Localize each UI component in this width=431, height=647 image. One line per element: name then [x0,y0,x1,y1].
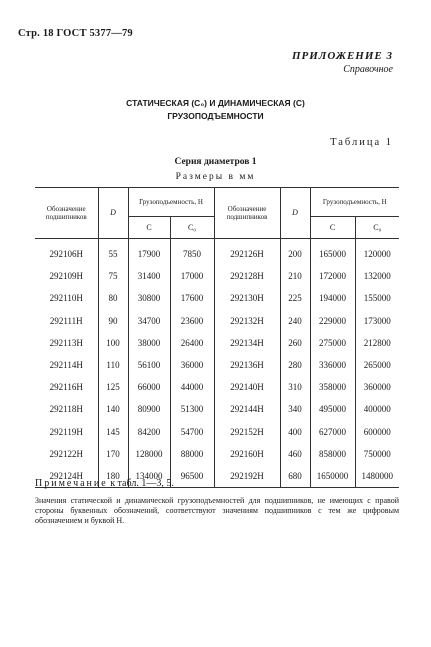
cell-c0-right: 400000 [355,398,399,420]
cell-d-left: 80 [98,287,128,309]
cell-code-left: 292106H [49,249,83,260]
table-row [35,332,399,354]
cell-d-right: 210 [280,265,310,287]
cell-c0-right: 360000 [355,376,399,398]
cell-d-right: 340 [280,398,310,420]
header-c-left: C [128,217,170,239]
header-c0-right: C₀ [355,217,399,239]
cell-code-right: 292126H [214,239,280,266]
cell-c-left: 66000 [128,376,170,398]
cell-c0-left: 7850 [170,239,214,266]
note-reference: к табл. 1—3, 5. [110,478,174,489]
cell-c-left: 38000 [128,332,170,354]
cell-code-left: 292109H [49,271,83,282]
cell-c0-left: 54700 [170,421,214,443]
cell-code-left: 292110H [49,293,83,304]
cell-c0-right: 1480000 [355,465,399,488]
cell-c0-left: 96500 [170,465,214,488]
table-row [35,443,399,465]
cell-code-right: 292152H [214,421,280,443]
table-row [35,239,399,266]
cell-c-right: 336000 [310,354,355,376]
table-row [35,421,399,443]
cell-c-right: 1650000 [310,465,355,488]
cell-d-right: 280 [280,354,310,376]
note-heading [35,478,174,489]
cell-d-right: 200 [280,239,310,266]
cell-code-right: 292128H [214,265,280,287]
cell-c-left: 134000 [128,465,170,488]
cell-d-left: 100 [98,332,128,354]
table-row [35,376,399,398]
cell-c0-left: 17600 [170,287,214,309]
cell-c-right: 165000 [310,239,355,266]
cell-c-left: 31400 [128,265,170,287]
cell-c-right: 172000 [310,265,355,287]
cell-code-right: 292192H [214,465,280,488]
cell-c0-right: 265000 [355,354,399,376]
cell-d-right: 225 [280,287,310,309]
cell-code-right: 292132H [214,310,280,332]
cell-c0-right: 600000 [355,421,399,443]
cell-c0-left: 23600 [170,310,214,332]
cell-c-left: 30800 [128,287,170,309]
cell-c0-left: 51300 [170,398,214,420]
cell-code-left: 292111H [49,315,83,326]
table-row [35,310,399,332]
cell-d-right: 400 [280,421,310,443]
cell-d-right: 240 [280,310,310,332]
table-row [35,354,399,376]
header-designation-left: Обозначение подшипников [35,188,98,239]
cell-c-left: 84200 [128,421,170,443]
cell-d-right: 680 [280,465,310,488]
sizes-caption: Размеры в мм [175,172,256,182]
cell-code-right: 292160H [214,443,280,465]
cell-c-left: 17900 [128,239,170,266]
cell-c0-left: 44000 [170,376,214,398]
cell-c-right: 194000 [310,287,355,309]
header-load-group-left: Грузоподъемность, Н [128,188,214,217]
cell-code-right: 292144H [214,398,280,420]
cell-c-right: 358000 [310,376,355,398]
cell-c-left: 34700 [128,310,170,332]
cell-c0-right: 212800 [355,332,399,354]
cell-c-left: 80900 [128,398,170,420]
cell-d-left: 110 [98,354,128,376]
table-row [35,287,399,309]
appendix-title: ПРИЛОЖЕНИЕ 3 [291,50,393,62]
cell-d-left: 55 [98,239,128,266]
cell-d-right: 310 [280,376,310,398]
cell-d-left: 125 [98,376,128,398]
header-designation-right: Обозначение подшипников [214,188,280,239]
series-caption: Серия диаметров 1 [174,157,257,167]
cell-code-left: 292114H [49,360,83,371]
cell-c0-right: 132000 [355,265,399,287]
cell-d-left: 170 [98,443,128,465]
cell-d-left: 140 [98,398,128,420]
cell-d-left: 75 [98,265,128,287]
cell-d-left: 180 [98,465,128,488]
note-text: Значения статической и динамической грузоподъемностей для подшипников, не имеющих с правой стороны буквенных обозначений, соответствуют значениям подшипников с тем же цифровым обозначением и буквой Н. [35,496,399,525]
cell-d-right: 460 [280,443,310,465]
table-row [35,398,399,420]
cell-c-left: 56100 [128,354,170,376]
cell-c-right: 858000 [310,443,355,465]
cell-c-right: 495000 [310,398,355,420]
appendix-subtitle: Справочное [343,64,393,75]
cell-code-right: 292130H [214,287,280,309]
cell-code-left: 292113H [49,337,83,348]
cell-c0-left: 17000 [170,265,214,287]
header-c-right: C [310,217,355,239]
cell-c-right: 275000 [310,332,355,354]
page-header: Стр. 18 ГОСТ 5377—79 [18,28,133,39]
header-c0-left: C₀ [170,217,214,239]
load-capacity-table [35,187,399,488]
cell-code-left: 292122H [49,448,83,459]
cell-code-left: 292124H [35,465,98,488]
cell-d-left: 90 [98,310,128,332]
cell-c-left: 128000 [128,443,170,465]
cell-c0-right: 750000 [355,443,399,465]
cell-c0-right: 120000 [355,239,399,266]
cell-c0-left: 26400 [170,332,214,354]
table-row [35,265,399,287]
header-d-right: D [280,188,310,239]
cell-d-left: 145 [98,421,128,443]
header-d-left: D [98,188,128,239]
header-load-group-right: Грузоподъемность, Н [310,188,399,217]
table-label: Таблица 1 [330,137,393,148]
document-title-line2: ГРУЗОПОДЪЕМНОСТИ [167,111,264,121]
cell-d-right: 260 [280,332,310,354]
note-label: Примечание [35,478,108,489]
cell-code-right: 292136H [214,354,280,376]
cell-code-left: 292116H [49,382,83,393]
cell-code-right: 292140H [214,376,280,398]
document-title-line1: СТАТИЧЕСКАЯ (C₀) И ДИНАМИЧЕСКАЯ (C) [126,98,305,108]
cell-code-left: 292118H [49,404,83,415]
cell-c0-right: 155000 [355,287,399,309]
cell-c0-left: 36000 [170,354,214,376]
cell-c-right: 229000 [310,310,355,332]
cell-c0-left: 88000 [170,443,214,465]
cell-c0-right: 173000 [355,310,399,332]
cell-code-left: 292119H [49,426,83,437]
cell-code-right: 292134H [214,332,280,354]
cell-c-right: 627000 [310,421,355,443]
